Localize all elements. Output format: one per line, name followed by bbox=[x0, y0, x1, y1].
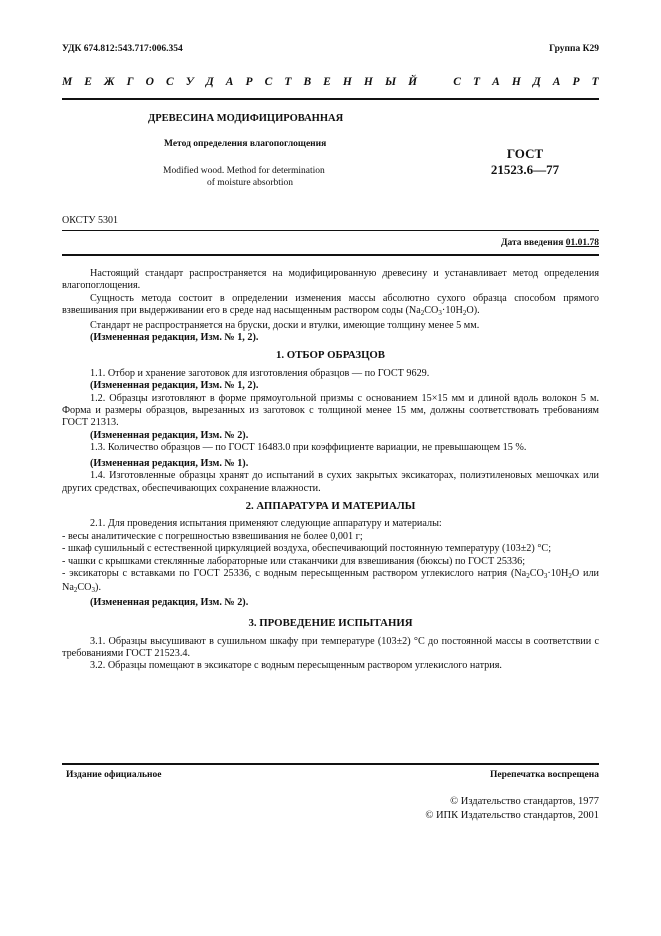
intro-date-rule bbox=[62, 254, 599, 256]
okstu-rule bbox=[62, 230, 599, 231]
copyright-1977: © Издательство стандартов, 1977 bbox=[450, 796, 599, 807]
clause-1-3-edit: (Измененная редакция, Изм. № 1). bbox=[90, 457, 249, 469]
equipment-item-scales: - весы аналитические с погрешностью взвешивания не более 0,001 г; bbox=[62, 530, 363, 542]
document-body bbox=[62, 268, 599, 673]
intro-date bbox=[501, 238, 599, 248]
equipment-item-oven: - шкаф сушильный с естественной циркуляцией воздуха, обеспечивающий постоянную температуру (103±2) °С; bbox=[62, 543, 552, 555]
english-title-line2: of moisture absorbtion bbox=[207, 178, 294, 188]
gost-label: ГОСТ bbox=[506, 146, 544, 161]
clause-2-1-edit: (Измененная редакция, Изм. № 2). bbox=[90, 596, 249, 608]
official-edition-label: Издание официальное bbox=[66, 770, 162, 780]
clause-1-4: 1.4. Изготовленные образцы хранят до испытаний в сухих закрытых эксикаторах, полиэтиленовых мешочках или других средствах, обеспечивающих сохранение влажности. bbox=[62, 470, 599, 494]
equipment-item-cups: - чашки с крышками стеклянные лабораторные или стаканчики для взвешивания (бюксы) по ГОСТ 25336; bbox=[62, 555, 526, 567]
intro-date-value: 01.01.78 bbox=[565, 238, 599, 248]
clause-3-2: 3.2. Образцы помещают в эксикаторе с водным пересыщенным раствором углекислого натрия. bbox=[90, 660, 502, 672]
footer-rule bbox=[62, 763, 599, 765]
clause-3-1: 3.1. Образцы высушивают в сушильном шкафу при температуре (103±2) °С до постоянной массы в соответствии с требованиями ГОСТ 21523.4. bbox=[62, 635, 599, 659]
udk-code: УДК 674.812:543.717:006.354 bbox=[62, 44, 183, 54]
gost-designation bbox=[470, 146, 580, 178]
header-rule bbox=[62, 98, 599, 100]
intro-paragraph-2: Сущность метода состоит в определении изменения массы абсолютно сухого образца способом прямого взвешивания при выдерживании его в среде над насыщенным раствором соды $(Na_2CO_3\cdot 10H_2O)$. bbox=[62, 292, 599, 318]
clause-1-2: 1.2. Образцы изготовляют в форме прямоугольной призмы с основанием 15×15 мм и длиной вдоль волокон 5 м. Форма и размеры образцов, вырезанных из заготовок с толщиной менее 15 мм, должны соответствовать требованиям ГОСТ 21313. bbox=[62, 392, 599, 429]
english-title-line1: Modified wood. Method for determination bbox=[163, 166, 325, 176]
clause-1-2-edit: (Измененная редакция, Изм. № 2). bbox=[90, 429, 249, 441]
document-title: ДРЕВЕСИНА МОДИФИЦИРОВАННАЯ bbox=[148, 113, 344, 124]
section-2-heading: 2. АППАРАТУРА И МАТЕРИАЛЫ bbox=[245, 499, 416, 512]
intro-edit-note: (Измененная редакция, Изм. № 1, 2). bbox=[90, 332, 259, 344]
equipment-item-desiccators: - эксикаторы с вставками по ГОСТ 25336, с водным пересыщенным раствором углекислого натрия ($Na_2CO_3\cdot 10H_2O$ или $Na_2CO_3$). bbox=[62, 567, 599, 595]
clause-1-1-edit: (Измененная редакция, Изм. № 1, 2). bbox=[90, 380, 259, 392]
intro-paragraph-3: Стандарт не распространяется на бруски, доски и втулки, имеющие толщину менее 5 мм. bbox=[90, 319, 480, 331]
clause-2-1: 2.1. Для проведения испытания применяют следующие аппаратуру и материалы: bbox=[90, 518, 442, 530]
okstu-code: ОКСТУ 5301 bbox=[62, 215, 119, 226]
clause-1-1: 1.1. Отбор и хранение заготовок для изготовления образцов — по ГОСТ 9629. bbox=[90, 367, 430, 379]
section-1-heading: 1. ОТБОР ОБРАЗЦОВ bbox=[276, 349, 385, 362]
document-subtitle: Метод определения влагопоглощения bbox=[164, 139, 327, 149]
section-3-heading: 3. ПРОВЕДЕНИЕ ИСПЫТАНИЯ bbox=[248, 617, 413, 630]
clause-1-3: 1.3. Количество образцов — по ГОСТ 16483.0 при коэффициенте вариации, не превышающем 15 %. bbox=[90, 442, 527, 454]
intro-date-label: Дата введения bbox=[500, 238, 564, 248]
copyright-2001: © ИПК Издательство стандартов, 2001 bbox=[425, 810, 599, 821]
intro-paragraph-1: Настоящий стандарт распространяется на модифицированную древесину и устанавливает метод определения влагопоглощения. bbox=[62, 268, 599, 292]
group-code: Группа К29 bbox=[549, 44, 599, 54]
gost-number: 21523.6—77 bbox=[490, 162, 560, 177]
standard-type-heading: М Е Ж Г О С У Д А Р С Т В Е Н Н Ы Й С Т А Н Д А Р Т bbox=[62, 76, 599, 88]
reprint-prohibited-label: Перепечатка воспрещена bbox=[489, 770, 599, 780]
